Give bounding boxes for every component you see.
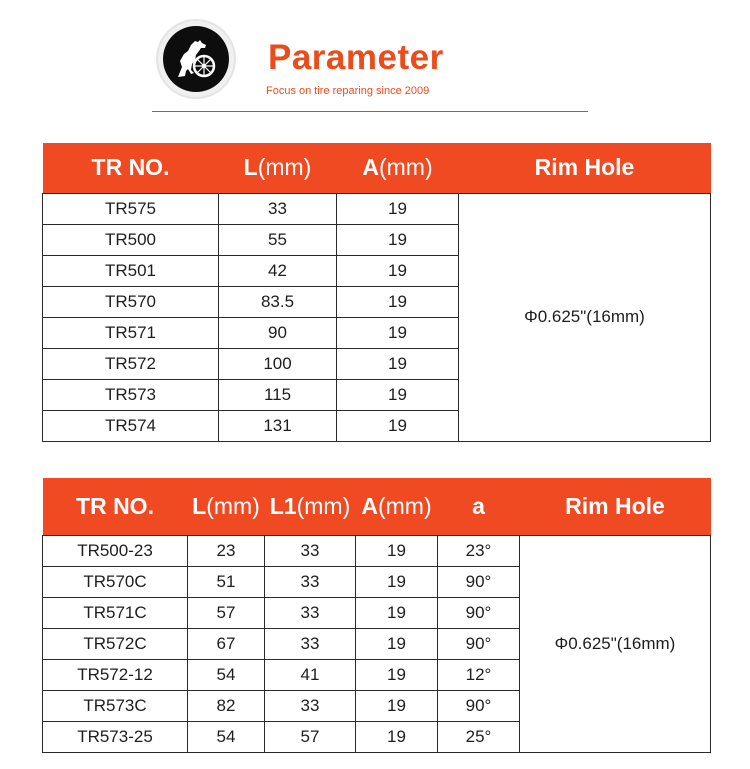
brand-logo (158, 21, 234, 97)
cell-tr: TR501 (43, 255, 219, 286)
header-a: A(mm) (337, 143, 459, 193)
cell-a: 19 (356, 628, 438, 659)
cell-l: 90 (219, 317, 337, 348)
cell-a: 19 (356, 721, 438, 752)
header-rim-hole: Rim Hole (520, 478, 711, 535)
table-header-row (43, 478, 711, 535)
cell-a: 19 (356, 690, 438, 721)
cell-rim-hole: Φ0.625"(16mm) (459, 193, 711, 441)
cell-tr: TR573 (43, 379, 219, 410)
header-l: L(mm) (188, 478, 265, 535)
cell-l: 54 (188, 721, 265, 752)
cell-angle: 25° (438, 721, 520, 752)
parameter-table-2 (42, 478, 711, 753)
cell-l: 54 (188, 659, 265, 690)
header-a: A(mm) (356, 478, 438, 535)
cell-angle: 90° (438, 566, 520, 597)
page-subtitle: Focus on tire reparing since 2009 (266, 85, 430, 97)
cell-a: 19 (337, 379, 459, 410)
header-divider (152, 111, 588, 112)
cell-l1: 57 (265, 721, 356, 752)
cell-tr: TR500 (43, 224, 219, 255)
cell-angle: 90° (438, 597, 520, 628)
page-title: Parameter (268, 38, 444, 77)
cell-tr: TR570C (43, 566, 188, 597)
cell-a: 19 (356, 535, 438, 566)
cell-tr: TR572C (43, 628, 188, 659)
horse-wheel-logo-icon (158, 21, 234, 97)
cell-l: 67 (188, 628, 265, 659)
cell-l: 115 (219, 379, 337, 410)
cell-angle: 12° (438, 659, 520, 690)
cell-angle: 90° (438, 690, 520, 721)
cell-l1: 33 (265, 628, 356, 659)
cell-l: 57 (188, 597, 265, 628)
cell-a: 19 (337, 193, 459, 224)
cell-l: 33 (219, 193, 337, 224)
cell-l: 51 (188, 566, 265, 597)
cell-l1: 41 (265, 659, 356, 690)
cell-l: 131 (219, 410, 337, 441)
cell-a: 19 (337, 224, 459, 255)
parameter-table-1 (42, 143, 711, 442)
cell-l: 42 (219, 255, 337, 286)
cell-a: 19 (356, 659, 438, 690)
cell-a: 19 (337, 410, 459, 441)
cell-l: 100 (219, 348, 337, 379)
cell-rim-hole: Φ0.625"(16mm) (520, 535, 711, 752)
cell-l: 82 (188, 690, 265, 721)
header-angle: a (438, 478, 520, 535)
cell-tr: TR572-12 (43, 659, 188, 690)
cell-l1: 33 (265, 597, 356, 628)
table-row (43, 535, 711, 566)
cell-a: 19 (356, 597, 438, 628)
cell-tr: TR571C (43, 597, 188, 628)
table-header-row (43, 143, 711, 193)
header-l1: L1(mm) (265, 478, 356, 535)
cell-tr: TR571 (43, 317, 219, 348)
cell-angle: 23° (438, 535, 520, 566)
cell-a: 19 (337, 255, 459, 286)
cell-tr: TR500-23 (43, 535, 188, 566)
cell-a: 19 (356, 566, 438, 597)
cell-l1: 33 (265, 566, 356, 597)
header-tr-no: TR NO. (43, 478, 188, 535)
cell-l: 23 (188, 535, 265, 566)
cell-l1: 33 (265, 690, 356, 721)
cell-a: 19 (337, 317, 459, 348)
cell-a: 19 (337, 348, 459, 379)
header-l: L(mm) (219, 143, 337, 193)
cell-tr: TR573-25 (43, 721, 188, 752)
cell-tr: TR574 (43, 410, 219, 441)
cell-l1: 33 (265, 535, 356, 566)
cell-tr: TR570 (43, 286, 219, 317)
cell-tr: TR575 (43, 193, 219, 224)
cell-tr: TR573C (43, 690, 188, 721)
header-tr-no: TR NO. (43, 143, 219, 193)
cell-l: 55 (219, 224, 337, 255)
cell-l: 83.5 (219, 286, 337, 317)
header-rim-hole: Rim Hole (459, 143, 711, 193)
cell-tr: TR572 (43, 348, 219, 379)
table-row (43, 193, 711, 224)
cell-angle: 90° (438, 628, 520, 659)
cell-a: 19 (337, 286, 459, 317)
